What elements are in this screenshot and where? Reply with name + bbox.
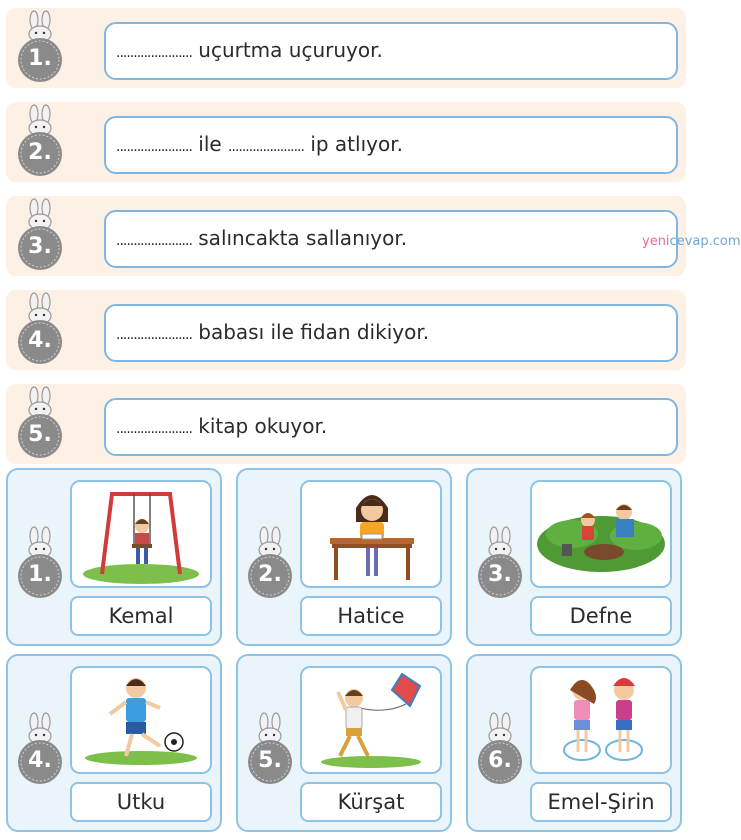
- bunny-badge-icon: [14, 292, 66, 364]
- sentence-text: [116, 414, 327, 438]
- badge-number: 3.: [28, 234, 52, 259]
- badge-number: 1.: [28, 562, 52, 587]
- picture-card-2: [236, 468, 452, 646]
- blank-line[interactable]: ......................: [116, 233, 192, 249]
- blank-line[interactable]: ......................: [116, 45, 192, 61]
- name-label: Emel-Şirin: [530, 782, 672, 822]
- badge-number: 4.: [28, 328, 52, 353]
- badge-number: 4.: [28, 748, 52, 773]
- football-illustration: [70, 666, 212, 774]
- sentence-rest: ip atlıyor.: [310, 132, 403, 156]
- picture-card-4: [6, 654, 222, 832]
- badge-number: 2.: [28, 140, 52, 165]
- bunny-badge-icon: [474, 712, 526, 784]
- name-label: Utku: [70, 782, 212, 822]
- sentence-row-5: [6, 384, 686, 464]
- sentence-row-2: [6, 102, 686, 182]
- bunny-badge-icon: [14, 386, 66, 458]
- badge-number: 2.: [258, 562, 282, 587]
- reading-illustration: [300, 480, 442, 588]
- bunny-badge-icon: [14, 712, 66, 784]
- sentence-row-3: [6, 196, 741, 276]
- blank-line-2[interactable]: ......................: [228, 139, 304, 155]
- blank-line[interactable]: ......................: [116, 327, 192, 343]
- blank-line[interactable]: ......................: [116, 139, 192, 155]
- bunny-badge-icon: [14, 198, 66, 270]
- sentence-box: [104, 398, 678, 456]
- badge-number: 3.: [488, 562, 512, 587]
- bunny-badge-icon: [14, 526, 66, 598]
- picture-card-6: [466, 654, 682, 832]
- name-label: Kemal: [70, 596, 212, 636]
- badge-number: 1.: [28, 46, 52, 71]
- watermark: yenicevap.com: [642, 234, 741, 249]
- sentence-box: [104, 210, 741, 268]
- jump-rope-illustration: [530, 666, 672, 774]
- blank-line[interactable]: ......................: [116, 421, 192, 437]
- bunny-badge-icon: [14, 104, 66, 176]
- sentence-text: [116, 38, 383, 62]
- sentence-box: [104, 116, 678, 174]
- planting-illustration: [530, 480, 672, 588]
- badge-number: 5.: [28, 422, 52, 447]
- sentence-row-4: [6, 290, 686, 370]
- sentence-box: [104, 22, 678, 80]
- sentence-box: [104, 304, 678, 362]
- sentence-row-1: [6, 8, 686, 88]
- kite-illustration: [300, 666, 442, 774]
- bunny-badge-icon: [244, 526, 296, 598]
- name-label: Kürşat: [300, 782, 442, 822]
- sentence-rest: uçurtma uçuruyor.: [198, 38, 383, 62]
- picture-card-3: [466, 468, 682, 646]
- sentence-text: [116, 132, 403, 156]
- sentence-rest: babası ile fidan dikiyor.: [198, 320, 430, 344]
- sentence-rest: kitap okuyor.: [198, 414, 328, 438]
- swing-illustration: [70, 480, 212, 588]
- badge-number: 5.: [258, 748, 282, 773]
- bunny-badge-icon: [244, 712, 296, 784]
- name-label: Defne: [530, 596, 672, 636]
- sentence-rest: salıncakta sallanıyor.: [198, 226, 408, 250]
- name-label: Hatice: [300, 596, 442, 636]
- sentence-text: [116, 226, 407, 250]
- bunny-badge-icon: [14, 10, 66, 82]
- badge-number: 6.: [488, 748, 512, 773]
- bunny-badge-icon: [474, 526, 526, 598]
- picture-card-5: [236, 654, 452, 832]
- sentence-text: [116, 320, 429, 344]
- picture-card-1: [6, 468, 222, 646]
- sentence-middle: ile: [198, 132, 222, 156]
